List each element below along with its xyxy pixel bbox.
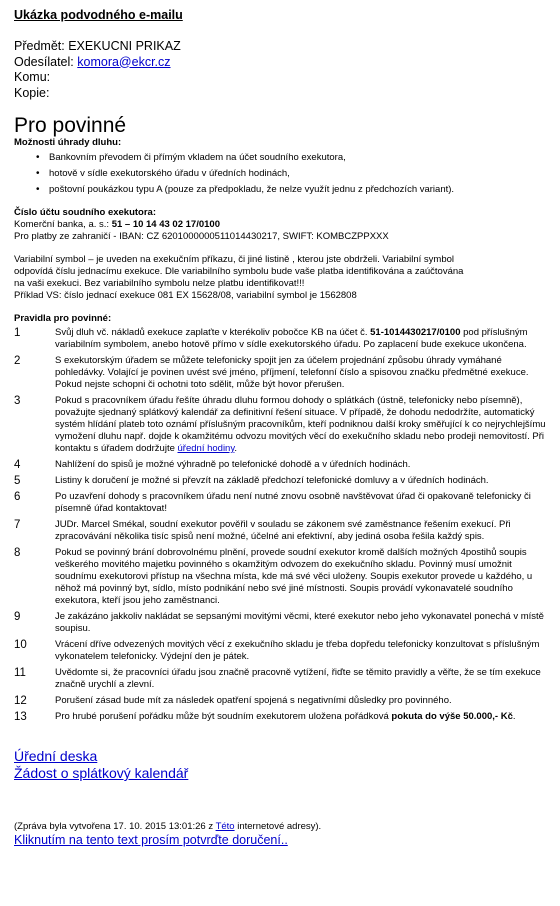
rule-text: Listiny k doručení je možné si převzít na základě předchozí telefonické domluvy a v úředních hodinách.: [55, 475, 489, 486]
rule-item: [14, 639, 546, 663]
rule-number: 5: [14, 475, 21, 487]
rule-text: Je zakázáno jakkoliv nakládat se sepsanými movitými věcmi, které exekutor nebo jeho vykonavatel ponechá v místě soupisu.: [55, 611, 544, 634]
rule-item: [14, 667, 546, 691]
rule-item: [14, 395, 546, 455]
sender-row: [14, 55, 546, 71]
to-row: [14, 70, 546, 86]
rule-text: Uvědomte si, že pracovníci úřadu jsou značně pracovně vytížení, řiďte se těmito pravidly a věřte, že se tím exekuce značně urychlí a zlevní.: [55, 667, 541, 690]
subject-label: Předmět:: [14, 39, 65, 53]
bullet-icon: •: [36, 184, 40, 195]
vs-line: Variabilní symbol – je uveden na exekučním příkazu, či jiné listině , kterou jste obdrželi. Variabilní symbol: [14, 254, 455, 265]
payment-item: • hotově v sídle exekutorského úřadu v úředních hodinách,: [36, 168, 290, 179]
rule-number: 13: [14, 711, 27, 723]
rule-item: [14, 475, 546, 487]
payment-list: [14, 152, 546, 196]
payment-item: • poštovní poukázkou typu A (pouze za předpokladu, že nelze využít jednu z předchozích variant).: [36, 184, 455, 195]
rule-number: 6: [14, 491, 21, 503]
rule-item: [14, 355, 546, 391]
rule-text: Pokud s pracovníkem úřadu řešíte úhradu dluhu formou dohody o splátkách (ústně, telefonicky nebo písemně), považujte sjednaný splátkový kalendář za definitivní řešení situace. V případě, že dohodu nedodržíte, automatický systém hlídání plateb toto oznámí příslušným pracovníkům, kteří podniknou další kroky směřující k co nejrychlejšímu vymožení dluhu např. dojde k okamžitému odvozu movitých věcí do exekučního skladu nebo prodeji nemovitostí. Při kontaktu s úřadem dodržujte úřední hodiny.: [55, 395, 546, 454]
rules-heading: Pravidla pro povinné:: [14, 313, 112, 324]
rule-text: S exekutorským úřadem se můžete telefonicky spojit jen za účelem projednání způsobu úhrady vymáhané pohledávky. Volající je povinen uvést své jméno, příjmení, telefonní číslo a spisovou značku předmětné exekuce. Pokud nejste schopni či ochotni toto sdělit, může být hovor přerušen.: [55, 355, 529, 390]
footer-note: (Zpráva byla vytvořena 17. 10. 2015 13:01:26 z Této internetové adresy).: [14, 821, 322, 832]
subject-row: [14, 39, 546, 55]
rule-number: 8: [14, 547, 21, 559]
page-title: Ukázka podvodného e-mailu: [14, 8, 183, 22]
rule-item: [14, 611, 546, 635]
rule-text: Vrácení dříve odvezených movitých věcí z exekučního skladu je třeba dopředu telefonicky konzultovat s příslušným vykonatelem telefonicky. Výdejní den je pátek.: [55, 639, 540, 662]
rule-item: [14, 327, 546, 351]
rule-number: 9: [14, 611, 21, 623]
account-line-2: Pro platby ze zahraničí - IBAN: CZ 6201000000511014430217, SWIFT: KOMBCZPPXXX: [14, 231, 389, 242]
rule-item: [14, 695, 546, 707]
links-block: [14, 748, 546, 782]
rule-text: Pokud se povinný brání dobrovolnému plnění, provede soudní exekutor kromě dalších možných 4postihů soupis veškerého movitého majetku povinného s okamžitým odvozem do exekučního skladu. Povinný musí umožnit soudnímu exekutorovi přístup na všechna místa, kde má své věci uloženy. Soupis exekutor provede u každého, u něhož má povinný byt, sídlo, místo podnikání nebo své jiné místnosti. Soupis provádí vykonavatelé soudního exekutora, kteří jsou jeho zaměstnanci.: [55, 547, 533, 606]
rule-number: 2: [14, 355, 21, 367]
rule-item: [14, 519, 546, 543]
email-header: [14, 39, 546, 101]
vs-line: na vaši exekuci. Bez variabilního symbolu nelze platbu identifikovat!!!: [14, 278, 305, 289]
rule-text: Po uzavření dohody s pracovníkem úřadu není nutné znovu osobně navštěvovat úřad či opakovaně telefonicky či písemně úřad kontaktovat!: [55, 491, 531, 514]
email-sample: [14, 8, 546, 848]
rules-list: [14, 327, 546, 723]
rule-text: Porušení zásad bude mít za následek opatření spojená s negativními důsledky pro povinného.: [55, 695, 452, 706]
rule-number: 1: [14, 327, 21, 339]
account-number: 51 – 10 14 43 02 17/0100: [111, 219, 220, 230]
rule-text: Nahlížení do spisů je možné výhradně po telefonické dohodě a v úředních hodinách.: [55, 459, 411, 470]
vs-line: Příklad VS: číslo jednací exekuce 081 EX 15628/08, variabilní symbol je 1562808: [14, 290, 357, 301]
copy-label: Kopie:: [14, 85, 50, 100]
rule-text: JUDr. Marcel Smékal, soudní exekutor pověřil v souladu se zákonem své zaměstnance řešením exekucí. Při zpracovávání několika tisíc spisů není možné, účelné ani efektivní, aby jediná osoba řešila každý spis.: [55, 519, 511, 542]
payment-item: • Bankovním převodem či přímým vkladem na účet soudního exekutora,: [36, 152, 346, 163]
rule-number: 10: [14, 639, 27, 651]
rule-item: [14, 459, 546, 471]
rule-item: [14, 491, 546, 515]
bullet-icon: •: [36, 152, 40, 163]
subject-value: EXEKUCNI PRIKAZ: [68, 39, 181, 53]
rules-block: [14, 313, 546, 723]
sender-label: Odesílatel:: [14, 54, 74, 69]
to-label: Komu:: [14, 70, 51, 84]
rule-number: 12: [14, 695, 27, 707]
copy-row: [14, 86, 546, 102]
sender-email-link[interactable]: komora@ekcr.cz: [77, 54, 171, 69]
rule-number: 3: [14, 395, 21, 407]
confirm-delivery-link[interactable]: Kliknutím na tento text prosím potvrďte doručení..: [14, 833, 288, 847]
rule-text: Svůj dluh vč. nákladů exekuce zaplaťte v kterékoliv pobočce KB na účet č. 51-1014430217/0100 pod příslušným variabilním symbolem, anebo hotově přímo v sídle exekutorského úřadu. Po zaplacení bude exekuce ukončena.: [55, 327, 528, 350]
rule-text: Pro hrubé porušení pořádku může být soudním exekutorem uložena pořádková pokuta do výše 50.000,- Kč.: [55, 711, 516, 722]
rule-number: 7: [14, 519, 21, 531]
source-address-link[interactable]: Této: [215, 821, 235, 832]
official-board-link[interactable]: Úřední deska: [14, 748, 98, 764]
account-block: [14, 207, 546, 243]
rule-item: [14, 547, 546, 607]
rule-number: 4: [14, 459, 21, 471]
installment-request-link[interactable]: Žádost o splátkový kalendář: [14, 765, 189, 781]
vs-block: [14, 254, 546, 302]
account-heading: Číslo účtu soudního exekutora:: [14, 207, 156, 218]
rule-number: 11: [14, 667, 26, 679]
payment-heading: Možnosti úhrady dluhu:: [14, 137, 122, 148]
account-line-1: Komerční banka, a. s.: 51 – 10 14 43 02 17/0100: [14, 219, 220, 230]
bullet-icon: •: [36, 168, 40, 179]
vs-line: odpovídá číslu jednacímu exekuce. Dle variabilního symbolu bude vaše platba identifikována a zaúčtována: [14, 266, 464, 277]
rule-item: [14, 711, 546, 723]
office-hours-link[interactable]: úřední hodiny: [177, 443, 235, 454]
section-heading: Pro povinné: [14, 114, 127, 137]
